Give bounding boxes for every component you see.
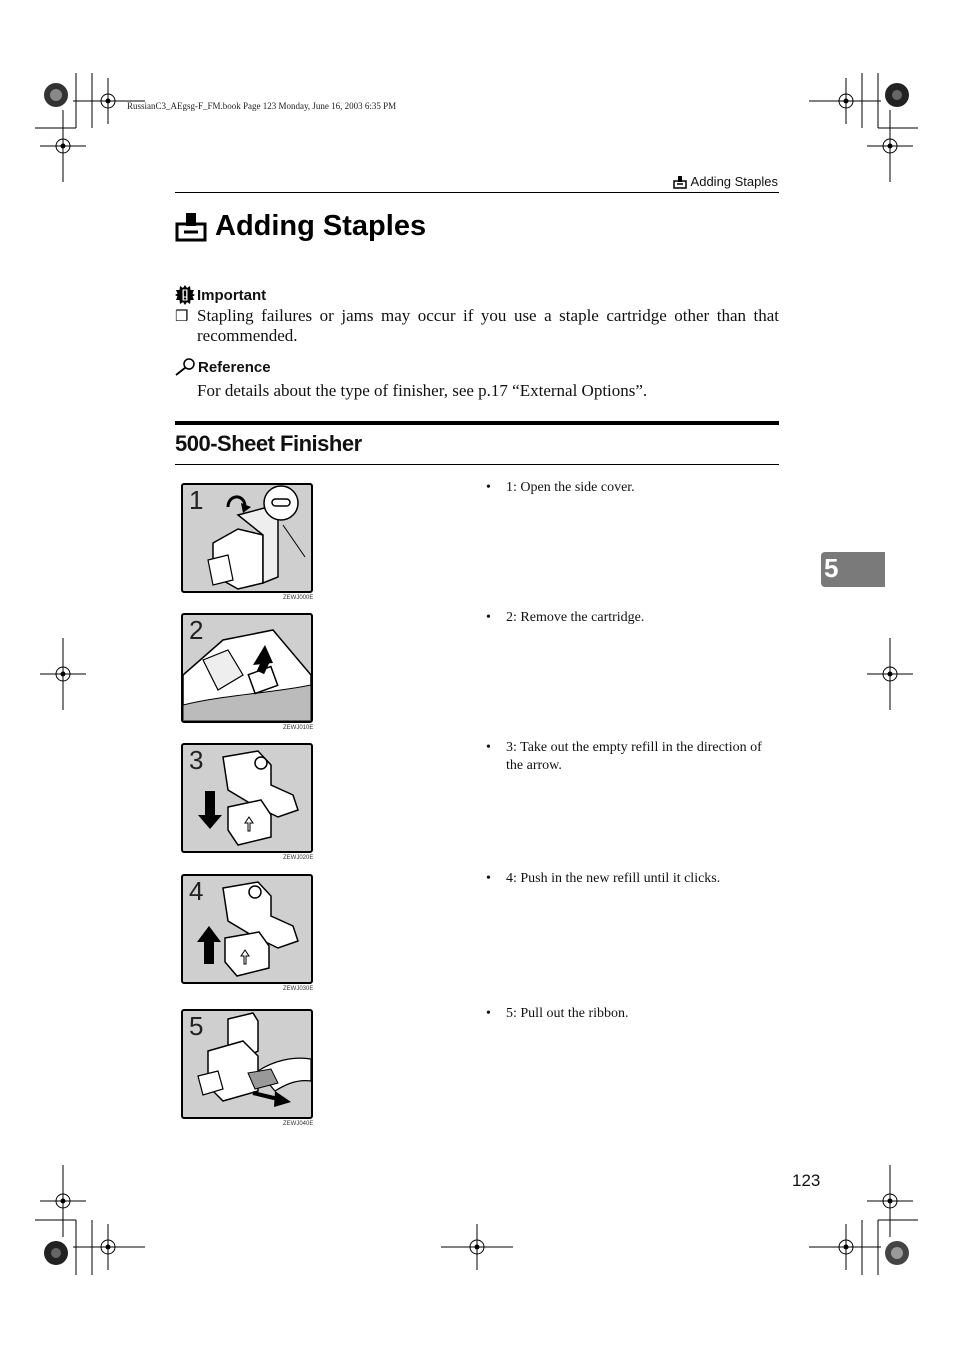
take-out-refill-drawing [183, 745, 311, 851]
chapter-tab [821, 552, 885, 587]
figure-code: ZEWJ010E [283, 725, 314, 731]
step-4-illustration [181, 874, 313, 984]
push-in-refill-drawing [183, 876, 311, 982]
page-number: 123 [792, 1171, 821, 1190]
step-4-text-body: 4: Push in the new refill until it clicks. [506, 871, 721, 886]
bullet-icon: • [486, 610, 491, 625]
important-icon [175, 285, 195, 305]
step-5-text [486, 1005, 776, 1023]
step-number: 4 [189, 876, 204, 906]
section-title: 500-Sheet Finisher [175, 431, 362, 456]
step-3-illustration [181, 743, 313, 853]
section-rule [175, 464, 779, 465]
important-label [175, 285, 266, 305]
finisher-side-cover-drawing [183, 485, 311, 591]
bullet-icon: • [486, 871, 491, 886]
step-number: 2 [189, 615, 204, 645]
staple-icon [175, 212, 207, 242]
step-2-illustration [181, 613, 313, 723]
running-head [673, 174, 778, 189]
running-head-text: Adding Staples [690, 174, 778, 189]
reference-text: For details about the type of finisher, see p.17 “External Options”. [197, 381, 648, 400]
file-info: RussianC3_AEgsg-F_FM.book Page 123 Monday, June 16, 2003 6:35 PM [127, 101, 397, 111]
step-5-illustration [181, 1009, 313, 1119]
bullet-icon: • [486, 740, 491, 755]
reference-label-text: Reference [198, 358, 271, 376]
step-number: 3 [189, 745, 204, 775]
figure-code: ZEWJ000E [283, 595, 314, 601]
remove-cartridge-drawing [183, 615, 311, 721]
step-5-text-body: 5: Pull out the ribbon. [506, 1006, 629, 1021]
section-rule-thick [175, 421, 779, 425]
step-2-text [486, 609, 776, 627]
step-number: 1 [189, 485, 204, 515]
important-item [175, 306, 779, 346]
header-rule [175, 192, 779, 193]
step-4-text [486, 870, 776, 888]
pull-out-ribbon-drawing [183, 1011, 311, 1117]
figure-code: ZEWJ040E [283, 1121, 314, 1127]
reference-magnifier-icon [175, 358, 196, 376]
checkbox-icon: ❒ [175, 309, 189, 325]
step-1-text-body: 1: Open the side cover. [506, 480, 635, 495]
reference-label [175, 358, 271, 376]
figure-code: ZEWJ030E [283, 986, 314, 992]
chapter-tab-number: 5 [824, 553, 839, 583]
step-1-text [486, 479, 776, 497]
bullet-icon: • [486, 480, 491, 495]
step-number: 5 [189, 1011, 204, 1041]
page-title [175, 210, 426, 243]
step-3-text [486, 739, 776, 775]
important-item-text: Stapling failures or jams may occur if you use a staple cartridge other than that recommended. [197, 306, 779, 345]
bullet-icon: • [486, 1006, 491, 1021]
step-2-text-body: 2: Remove the cartridge. [506, 610, 645, 625]
important-label-text: Important [197, 286, 267, 304]
page-title-text: Adding Staples [215, 210, 427, 242]
figure-code: ZEWJ020E [283, 855, 314, 861]
step-3-text-body: 3: Take out the empty refill in the direction of the arrow. [506, 740, 762, 773]
staple-icon [673, 175, 687, 189]
step-1-illustration [181, 483, 313, 593]
